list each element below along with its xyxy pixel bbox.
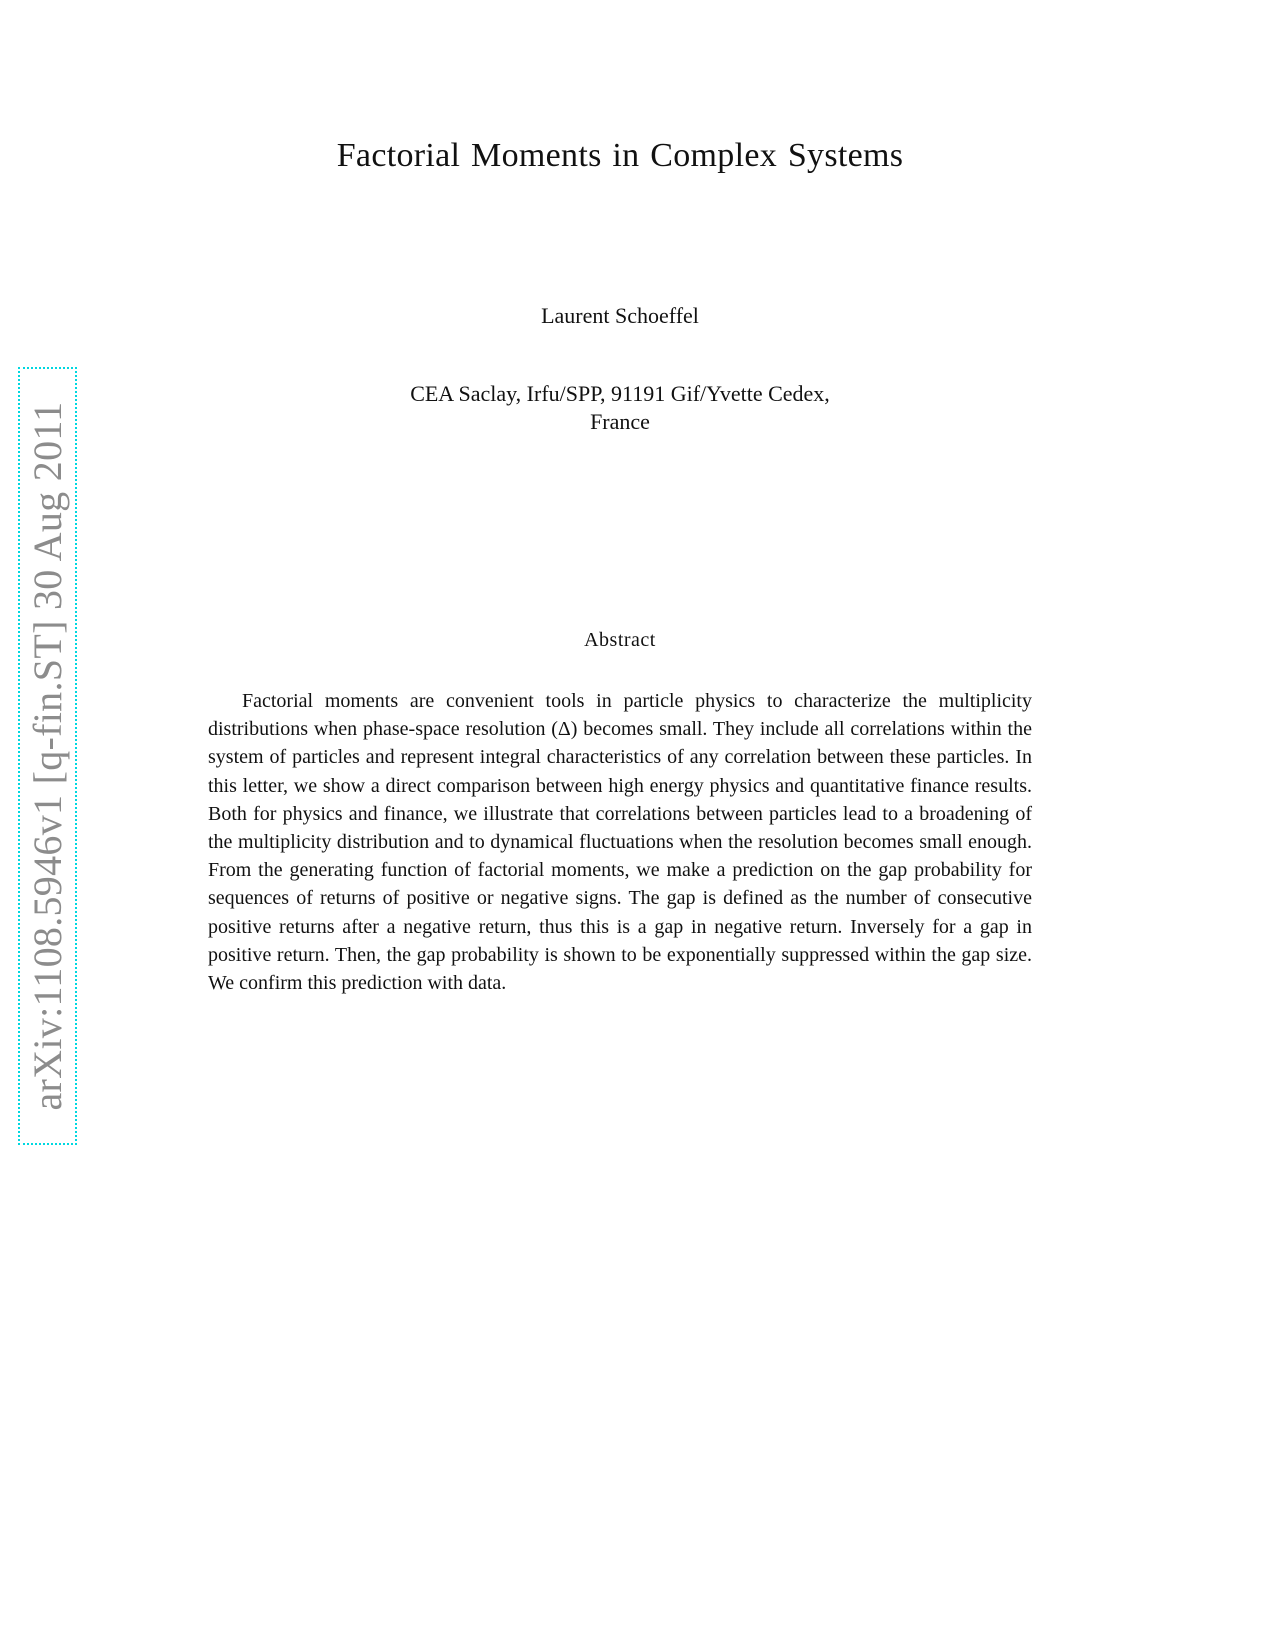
author-name: Laurent Schoeffel xyxy=(541,303,699,328)
abstract-heading: Abstract xyxy=(584,629,656,651)
abstract-body: Factorial moments are convenient tools in particle physics to characterize the multiplicity distributions when phase-space resolution (Δ) becomes small. They include all correlations within the system of particles and represent integral characteristics of any correlation between these particles. In this letter, we show a direct comparison between high energy physics and quantitative finance results. Both for physics and finance, we illustrate that correlations between particles lead to a broadening of the multiplicity distribution and to dynamical fluctuations when the resolution becomes small enough. From the generating function of factorial moments, we make a prediction on the gap probability for sequences of returns of positive or negative signs. The gap is defined as the number of consecutive positive returns after a negative return, thus this is a gap in negative return. Inversely for a gap in positive return. Then, the gap probability is shown to be exponentially suppressed within the gap size. We confirm this prediction with data. xyxy=(208,690,1032,995)
affiliation-line-2: France xyxy=(590,409,650,434)
arxiv-stamp-text: arXiv:1108.5946v1 [q-fin.ST] 30 Aug 2011 xyxy=(24,401,70,1111)
author-affiliation xyxy=(0,380,1240,436)
paper-title: Factorial Moments in Complex Systems xyxy=(336,137,904,174)
arxiv-stamp-box xyxy=(18,367,77,1145)
affiliation-line-1: CEA Saclay, Irfu/SPP, 91191 Gif/Yvette Cedex, xyxy=(410,381,830,406)
